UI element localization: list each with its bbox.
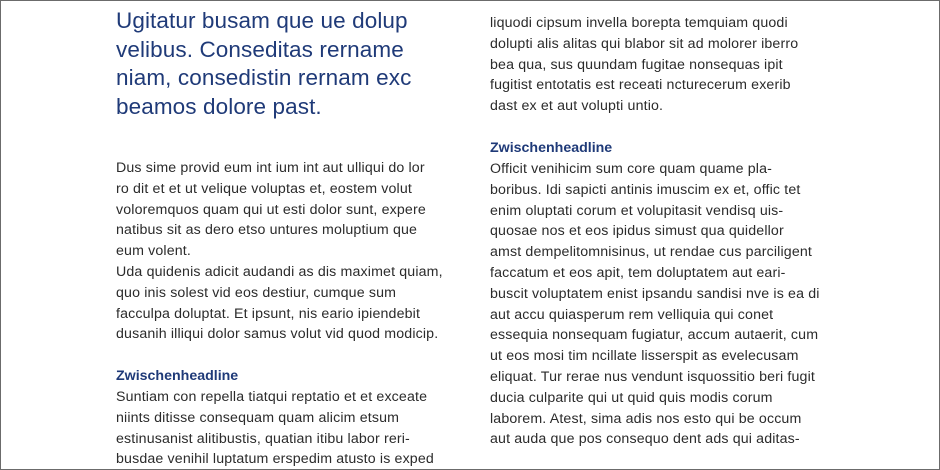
text-line: dolupti alis alitas qui blabor sit ad molorer iberro (490, 35, 799, 52)
headline-line: Ugitatur busam que ue dolup (116, 8, 408, 33)
text-line: boribus. Idi sapicti antinis imuscim ex et, offic tet (490, 181, 801, 198)
text-line: busdae venihil luptatum erspedim atusto is exped (116, 451, 434, 468)
text-line: bea qua, sus quundam fugitae nonsequas ipit (490, 56, 783, 73)
left-paragraph-1 (116, 158, 443, 345)
text-line: niints ditisse consequam quam alicim etsum (116, 409, 400, 426)
text-line: voloremquos quam qui ut esti dolor sunt, expere (116, 201, 426, 218)
right-subheadline: Zwischenheadline (490, 140, 613, 156)
right-paragraph-2 (490, 159, 820, 450)
text-line: facculpa doluptat. Et ipsunt, nis eario ipiendebit (116, 305, 421, 322)
text-line: dast ex et aut volupti untio. (490, 98, 664, 115)
right-paragraph-1 (490, 13, 798, 117)
text-line: enim oluptati corum et volupitasit vendisq uis- (490, 202, 784, 219)
left-subheadline: Zwischenheadline (116, 368, 239, 384)
headline-line: velibus. Conseditas rername (116, 36, 404, 62)
text-line: quo inis solest vid eos destiur, cumque sum (116, 284, 397, 301)
text-line: laborem. Atest, sima adis nos esto qui be occum (490, 410, 802, 427)
headline (116, 7, 476, 121)
text-line: Dus sime provid eum int ium int aut ulliqui do lor (116, 160, 425, 176)
text-line: ut eos mosi tim ncillate lisserspit as evelecusam (490, 348, 799, 365)
text-line: faccatum et eos apit, tem doluptatem aut eari- (490, 264, 786, 281)
text-line: dusanih illiqui dolor samus volut vid quod modicip. (116, 326, 439, 343)
text-line: aut auda que pos consequo dent ads qui aditas- (490, 431, 800, 448)
text-line: Uda quidenis adicit audandi as dis maximet quiam, (116, 263, 443, 280)
text-line: fugitist entotatis est receati ncturecerum exerib (490, 77, 791, 94)
text-line: natibus sit as dero etso untures moluptium que (116, 222, 418, 239)
text-line: Suntiam con repella tiatqui reptatio et et exceate (116, 389, 428, 405)
text-line: buscit voluptatem enist ipsandu sandisi nve is ea di (490, 285, 820, 302)
text-line: estinusanist alitibustis, quatian itibu labor reri- (116, 430, 410, 447)
text-line: Officit venihicim sum core quam quame pla- (490, 161, 773, 177)
text-line: amst dempelitomnisinus, ut rendae cus parciligent (490, 244, 812, 261)
text-line: aut accu quiasperum rem velliquia qui conet (490, 306, 774, 323)
text-line: liquodi cipsum invella borepta temquiam quodi (490, 15, 788, 31)
left-paragraph-2 (116, 387, 434, 470)
text-line: quosae nos et eos ipidus simust qua quidellor (490, 223, 784, 240)
text-line: eum volent. (116, 243, 191, 260)
text-line: eliquat. Tur rerae nus vendunt isquossitio beri fugit (490, 368, 815, 385)
text-line: essequia nonsequam fugiatur, accum autaerit, cum (490, 327, 819, 344)
text-line: ro dit et et ut velique voluptas et, eostem volut (116, 180, 412, 197)
headline-line: niam, consedistin rernam exc (116, 65, 412, 90)
headline-line: beamos dolore past. (116, 93, 322, 119)
text-line: ducia culparite qui ut quid quis modis corum (490, 389, 773, 406)
